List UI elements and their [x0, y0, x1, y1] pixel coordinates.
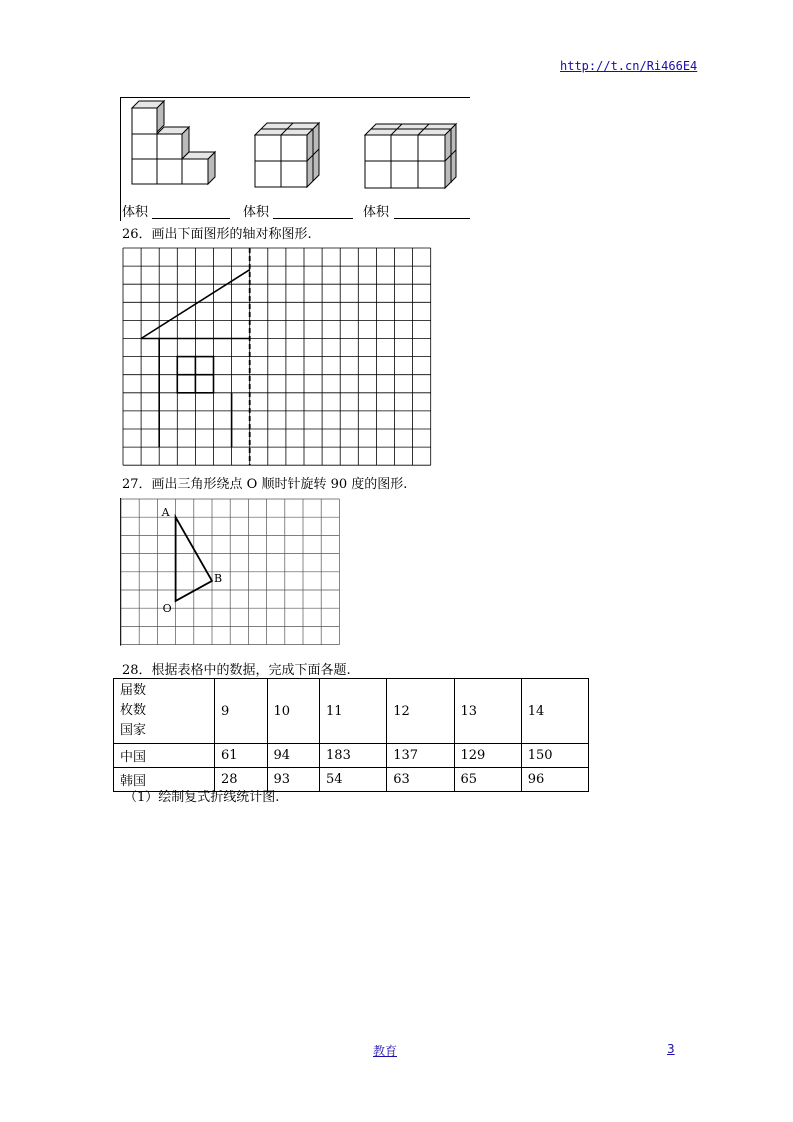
question-26-text: 26．画出下面图形的轴对称图形. [122, 227, 312, 242]
volume-label-2: 体积 [243, 205, 270, 220]
value-cell: 28 [215, 768, 268, 792]
point-label-b: B [214, 571, 223, 585]
page-number: 3 [667, 1042, 675, 1056]
value-cell: 61 [215, 744, 268, 768]
value-cell: 94 [267, 744, 320, 768]
symmetry-grid-svg [122, 247, 432, 467]
volume-label-3: 体积 [363, 205, 390, 220]
volume-label-1: 体积 [122, 205, 149, 220]
symmetry-grid[interactable] [122, 247, 432, 471]
cube-figure-1 [132, 101, 215, 184]
edition-cell: 11 [320, 679, 387, 744]
edition-cell: 9 [215, 679, 268, 744]
volume-answer-blank-1[interactable] [152, 218, 230, 219]
value-cell: 63 [387, 768, 454, 792]
medal-data-table [113, 678, 589, 792]
edition-cell: 13 [454, 679, 521, 744]
header-line-medals: 枚数 [120, 703, 147, 718]
point-label-o: O [162, 601, 172, 615]
value-cell: 96 [521, 768, 588, 792]
cube-figures-svg [120, 97, 470, 221]
table-header-row [114, 679, 589, 744]
question-28-text: 28．根据表格中的数据，完成下面各题. [122, 663, 351, 678]
value-cell: 137 [387, 744, 454, 768]
rotation-grid-svg [120, 498, 342, 652]
table-corner-header [114, 679, 215, 744]
value-cell: 129 [454, 744, 521, 768]
value-cell: 54 [320, 768, 387, 792]
question-28-sub-1: （1）绘制复式折线统计图. [124, 790, 280, 805]
country-cell: 韩国 [114, 768, 215, 792]
header-line-country: 国家 [120, 723, 147, 738]
point-label-a: A [161, 506, 170, 520]
volume-answer-blank-2[interactable] [273, 218, 353, 219]
header-line-editions: 届数 [120, 683, 147, 698]
edition-cell: 10 [267, 679, 320, 744]
cube-figure-2 [255, 123, 319, 187]
edition-cell: 12 [387, 679, 454, 744]
footer-link[interactable]: 教育 [373, 1044, 398, 1058]
edition-cell: 14 [521, 679, 588, 744]
table-row [114, 744, 589, 768]
volume-answer-blank-3[interactable] [394, 218, 470, 219]
cube-figure-3 [365, 124, 456, 188]
value-cell: 65 [454, 768, 521, 792]
question-27-text: 27．画出三角形绕点 O 顺时针旋转 90 度的图形. [122, 477, 408, 492]
country-cell: 中国 [114, 744, 215, 768]
value-cell: 150 [521, 744, 588, 768]
header-url-link[interactable]: http://t.cn/Ri466E4 [560, 59, 698, 73]
cube-figures-panel [120, 97, 470, 221]
rotation-grid[interactable] [120, 498, 342, 656]
value-cell: 183 [320, 744, 387, 768]
value-cell: 93 [267, 768, 320, 792]
